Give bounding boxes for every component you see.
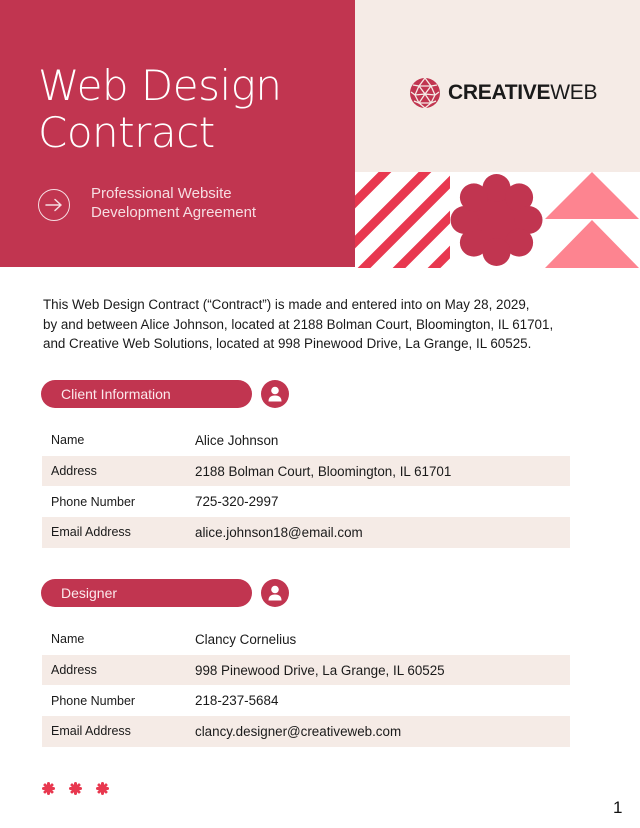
subtitle: [91, 184, 256, 222]
page-title: [38, 62, 281, 156]
table-row: [42, 685, 570, 716]
diagonal-stripes-decoration: [355, 172, 450, 268]
row-label: Name: [51, 433, 85, 448]
table-row: [42, 486, 570, 517]
user-icon: [261, 579, 289, 607]
row-label: Phone Number: [51, 693, 136, 708]
row-label: Email Address: [51, 525, 131, 540]
asterisk-decoration: [42, 782, 109, 795]
brand-name: [448, 80, 597, 106]
table-row: [42, 425, 570, 456]
row-value: 998 Pinewood Drive, La Grange, IL 60525: [195, 662, 445, 678]
table-row: [42, 655, 570, 686]
row-value: Alice Johnson: [195, 432, 279, 448]
designer-section-heading: Designer: [41, 579, 252, 607]
asterisk-icon: [69, 782, 82, 795]
intro-line-3: and Creative Web Solutions, located at 998 Pinewood Drive, La Grange, IL 60525.: [43, 336, 532, 351]
brand-name-light: WEB: [550, 81, 598, 104]
row-label: Phone Number: [51, 494, 136, 509]
subtitle-line-1: Professional Website: [91, 185, 232, 202]
table-row: [42, 517, 570, 548]
header-banner: [0, 0, 355, 267]
row-value: 725-320-2997: [195, 494, 279, 510]
asterisk-icon: [42, 782, 55, 795]
page-number: 1: [613, 798, 623, 817]
brand-name-bold: CREATIVE: [448, 81, 551, 104]
user-icon: [261, 380, 289, 408]
designer-info-table: [42, 624, 570, 747]
row-label: Address: [51, 464, 97, 479]
table-row: [42, 716, 570, 747]
table-row: [42, 456, 570, 487]
title-line-2: Contract: [38, 108, 215, 157]
intro-line-2: by and between Alice Johnson, located at 2188 Bolman Court, Bloomington, IL 61701,: [43, 316, 554, 332]
geodesic-globe-icon: [409, 77, 441, 109]
flower-decoration: [448, 172, 545, 268]
row-value: clancy.designer@creativeweb.com: [195, 723, 402, 739]
intro-line-1: This Web Design Contract (“Contract”) is made and entered into on May 28, 2029,: [43, 297, 530, 312]
row-value: 218-237-5684: [195, 693, 279, 709]
row-label: Address: [51, 663, 97, 678]
title-line-1: Web Design: [38, 61, 282, 110]
contract-intro-paragraph: [43, 295, 583, 354]
row-value: 2188 Bolman Court, Bloomington, IL 61701: [195, 463, 452, 479]
row-label: Name: [51, 632, 85, 647]
subtitle-line-2: Development Agreement: [91, 204, 257, 221]
table-row: [42, 624, 570, 655]
row-label: Email Address: [51, 724, 131, 739]
row-value: alice.johnson18@email.com: [195, 524, 363, 540]
client-info-table: [42, 425, 570, 548]
arrow-right-circle-icon: [38, 189, 70, 221]
brand-panel: [355, 0, 640, 172]
row-value: Clancy Cornelius: [195, 631, 297, 647]
asterisk-icon: [96, 782, 109, 795]
triangles-decoration: [545, 172, 640, 268]
client-section-heading: Client Information: [41, 380, 252, 408]
